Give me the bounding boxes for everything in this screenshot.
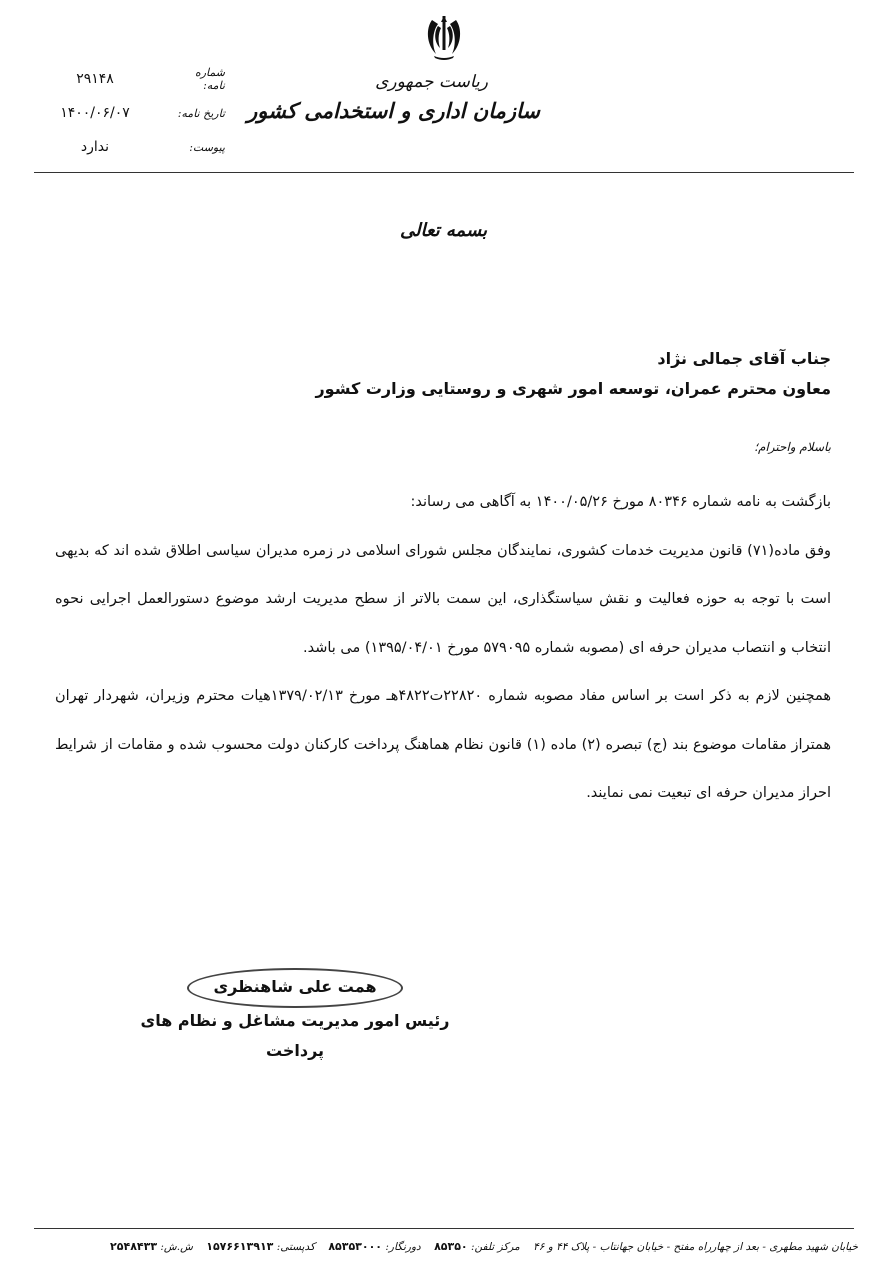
signatory-name: همت علی شاهنظری [213, 977, 377, 996]
letter-date-row [50, 96, 225, 130]
footer-switchboard [434, 1240, 520, 1253]
letter-number-row [50, 62, 225, 96]
letter-body [55, 478, 831, 818]
greeting: باسلام واحترام؛ [754, 440, 831, 454]
letter-meta [50, 62, 225, 164]
iran-emblem-icon [424, 14, 464, 60]
organization-heading [247, 70, 540, 128]
attachment-label: پیوست: [189, 140, 225, 154]
fax-label: دورنگار: [385, 1241, 421, 1253]
switchboard-number: ۸۵۳۵۰ [434, 1240, 468, 1253]
invocation: بسمه تعالی [399, 220, 488, 241]
signature-block [130, 968, 460, 1066]
letter-number-label: شماره نامه: [194, 66, 225, 92]
attachment-row [50, 130, 225, 164]
organization-name: سازمان اداری و استخدامی کشور [247, 98, 540, 123]
footer-id [110, 1240, 193, 1253]
id-label: ش.ش: [160, 1241, 193, 1253]
footer-postal [206, 1240, 315, 1253]
body-paragraph-3: همچنین لازم به ذکر است بر اساس مفاد مصوبه شماره ۲۲۸۲۰ت۴۸۲۲هـ مورخ ۱۳۷۹/۰۲/۱۳هیات محترم وزیران، شهردار تهران همتراز مقامات موضوع بند (ج) تبصره (۲) ماده (۱) قانون نظام هماهنگ پرداخت کارکنان دولت محسوب شده و مقامات از شرایط احراز مدیران حرفه ای تبعیت نمی نمایند. [55, 688, 832, 801]
footer [110, 1240, 858, 1253]
presidency-label: ریاست جمهوری [375, 72, 488, 92]
signatory-name-wrapper [195, 968, 394, 1006]
signature-stamp-oval [187, 968, 402, 1008]
attachment-value: ندارد [80, 139, 110, 155]
switchboard-label: مرکز تلفن: [470, 1241, 520, 1253]
recipient-block [131, 344, 831, 404]
footer-address: خیابان شهید مطهری - بعد از چهارراه مفتح - خیابان جهانتاب - پلاک ۴۴ و ۴۶ [533, 1240, 858, 1253]
signatory-title: رئیس امور مدیریت مشاغل و نظام های پرداخت [140, 1011, 450, 1060]
footer-divider [34, 1228, 854, 1229]
body-paragraph-1: بازگشت به نامه شماره ۸۰۳۴۶ مورخ ۱۴۰۰/۰۵/۲۶ به آگاهی می رساند: [410, 494, 831, 510]
postal-label: کدپستی: [276, 1241, 315, 1253]
fax-number: ۸۵۳۵۳۰۰۰ [328, 1240, 383, 1253]
header-divider [34, 172, 854, 173]
letter-number-value: ۲۹۱۴۸ [76, 71, 114, 87]
recipient-name: جناب آقای جمالی نژاد [657, 349, 831, 368]
body-paragraph-2: وفق ماده(۷۱) قانون مدیریت خدمات کشوری، نمایندگان مجلس شورای اسلامی در زمره مدیران سیاسی اطلاق شده اند که بدیهی است با توجه به حوزه فعالیت و نقش سیاستگذاری، این سمت بالاتر از سطح مدیریت ارشد موضوع دستورالعمل اجرایی نحوه انتخاب و انتصاب مدیران حرفه ای (مصوبه شماره ۵۷۹۰۹۵ مورخ ۱۳۹۵/۰۴/۰۱) می باشد. [55, 542, 832, 656]
letter-date-label: تاریخ نامه: [177, 106, 225, 120]
recipient-title: معاون محترم عمران، توسعه امور شهری و روستایی وزارت کشور [315, 379, 831, 398]
postal-code: ۱۵۷۶۶۱۳۹۱۳ [206, 1240, 274, 1253]
letter-date-value: ۱۴۰۰/۰۶/۰۷ [60, 105, 130, 121]
id-number: ۲۵۴۸۴۳۳ [110, 1240, 158, 1253]
footer-fax [328, 1240, 420, 1253]
